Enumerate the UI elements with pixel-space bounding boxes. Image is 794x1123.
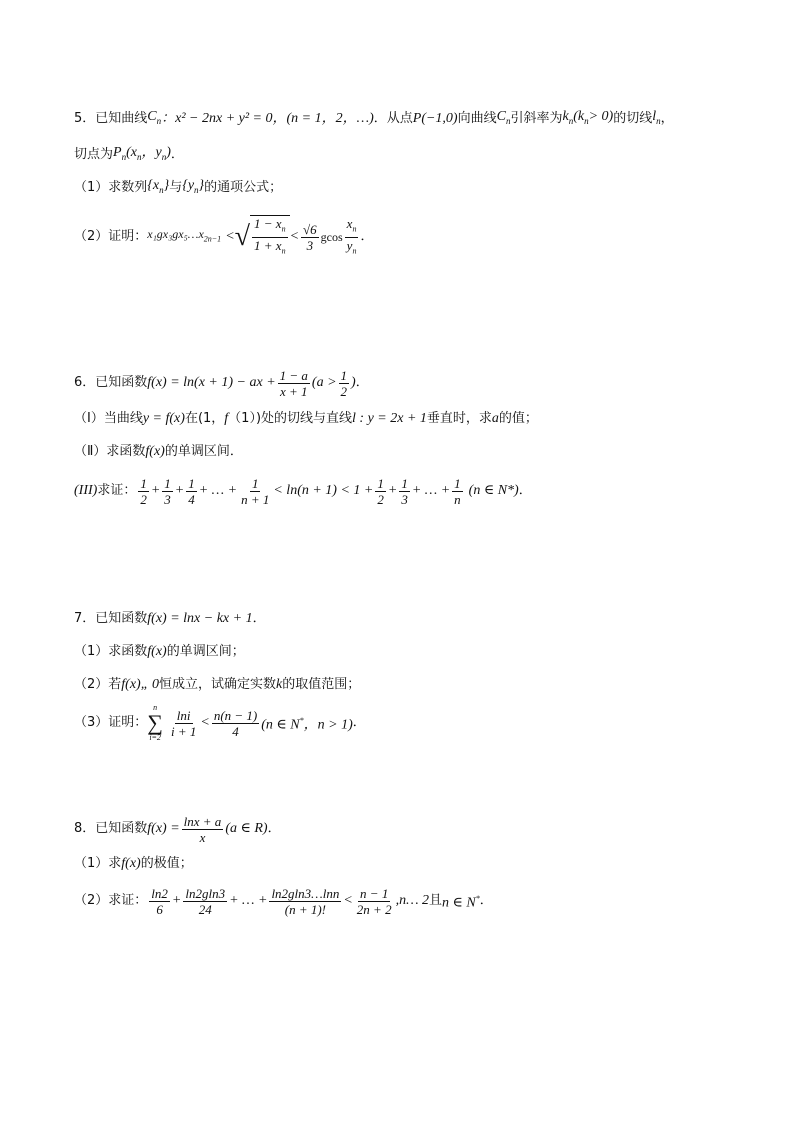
p7-q2-c: 的取值范围； bbox=[282, 677, 361, 692]
p6-dots-2: + … + bbox=[411, 483, 451, 498]
p6-q3-end: ． bbox=[518, 483, 532, 498]
p6-plus-1: + bbox=[150, 483, 161, 498]
p7-stem bbox=[74, 610, 266, 628]
p8-frac-c: $\frac{\ln 2gln3\dots\ln n}{(n + 1)!}$ bbox=[271, 885, 340, 917]
p5-eq: ：x² − 2nx + y² = 0， bbox=[161, 110, 287, 126]
p5-tail2: ， bbox=[660, 110, 674, 126]
p6-q2 bbox=[74, 443, 243, 461]
p5-product: $x_1gx_3gx_5\dots x_{2n-1}$ bbox=[147, 227, 222, 244]
p5-tangent: $l_n$ bbox=[652, 109, 661, 126]
p8-stem bbox=[74, 814, 281, 844]
p8-tail-b: 且 bbox=[429, 893, 443, 908]
p6-q2-label: （Ⅱ）求函数 bbox=[74, 444, 146, 459]
p5-slope: $k_n(k_n> 0)$ bbox=[562, 109, 614, 126]
p5-curve: $C_n$ bbox=[147, 109, 162, 126]
p6-q1-d: （1）)处的切线与直线 bbox=[228, 411, 353, 426]
p6-frac-g2: $\frac{1}{3}$ bbox=[401, 475, 408, 507]
p7-q2-k: k bbox=[276, 677, 283, 692]
p5-lt2: < bbox=[289, 229, 300, 244]
p6-plus-2: + bbox=[174, 483, 185, 498]
p8-cond: (a ∈ R) bbox=[225, 821, 268, 836]
p8-dots: + … + bbox=[229, 893, 268, 908]
p7-q2-b: 恒成立，试确定实数 bbox=[159, 677, 277, 692]
p5-const-frac: $\frac{√6}{3}$ bbox=[303, 221, 317, 253]
p6-q1-curve: y = f(x) bbox=[142, 411, 185, 426]
p8-q1-b: 的极值； bbox=[140, 856, 193, 871]
p8-function: f(x) = bbox=[147, 821, 180, 836]
p6-head: 6．已知函数 bbox=[74, 375, 148, 390]
p5-sqrt-frac: $\frac{1 - x_n}{1 + x_n}$ bbox=[254, 216, 286, 256]
p6-q1-h: 的值； bbox=[498, 411, 538, 426]
p7-sum-frac: $\frac{\ln i}{i + 1}$ bbox=[170, 707, 197, 739]
p8-lt: < bbox=[343, 893, 353, 908]
p5-mid3: 引斜率为 bbox=[510, 110, 563, 126]
p5-line2-a: 切点为 bbox=[74, 146, 114, 162]
p5-q1-mid: 与 bbox=[169, 179, 183, 195]
p7-q2-label: （2）若 bbox=[74, 677, 122, 692]
p6-cond-b: ) bbox=[351, 375, 356, 390]
p7-q2 bbox=[74, 676, 360, 694]
p7-q3-end: ． bbox=[352, 715, 366, 730]
p7-end: ． bbox=[252, 611, 266, 626]
p5-curve-2: $C_n$ bbox=[496, 109, 511, 126]
p6-cond-frac: $\frac{1}{2}$ bbox=[340, 367, 348, 399]
p6-q1 bbox=[74, 410, 538, 428]
p6-q1-line: l : y = 2x + 1 bbox=[352, 411, 427, 426]
p6-frac-last: $\frac{1}{n + 1}$ bbox=[241, 475, 270, 507]
p6-q1-f: f bbox=[224, 411, 229, 426]
p5-sqrt: √ $\frac{1 - x_n}{1 + x_n}$ bbox=[235, 215, 290, 258]
p5-q2-label: （2）证明： bbox=[74, 229, 148, 244]
p7-function: f(x) = lnx − kx + 1 bbox=[147, 611, 253, 626]
p5-lt: < bbox=[225, 229, 235, 244]
p7-q3 bbox=[74, 703, 366, 742]
p5-q2-end: ． bbox=[360, 229, 374, 244]
p5-seq-y: $\{y_n\}$ bbox=[182, 178, 205, 195]
p6-plus-3: + bbox=[387, 483, 398, 498]
p7-q1-label: （1）求函数 bbox=[74, 644, 148, 659]
p6-q1-label: （Ⅰ）当曲线 bbox=[74, 411, 143, 426]
p7-right-frac: $\frac{n(n - 1)}{4}$ bbox=[213, 707, 258, 739]
p6-function: f(x) = ln(x + 1) − ax + bbox=[147, 375, 276, 390]
p5-n-range: (n = 1，2，…) bbox=[286, 110, 374, 126]
p5-point: P(−1,0) bbox=[412, 110, 458, 126]
p6-cond-a: (a > bbox=[311, 375, 337, 390]
p5-line2-end: ． bbox=[170, 146, 184, 162]
p6-mid: < ln(n + 1) < 1 + bbox=[273, 483, 374, 498]
p5-mid2: 向曲线 bbox=[457, 110, 497, 126]
p6-frac-g3: $\frac{1}{n}$ bbox=[454, 475, 461, 507]
p8-q2-label: （2）求证： bbox=[74, 893, 148, 908]
p5-mid: ．从点 bbox=[373, 110, 413, 126]
p5-tangent-point: $P_n(x_n$，$y_n$) bbox=[113, 145, 171, 162]
p8-end: ． bbox=[267, 821, 281, 836]
p6-q2-b: 的单调区间． bbox=[164, 444, 243, 459]
p7-head: 7．已知函数 bbox=[74, 611, 148, 626]
p8-head: 8．已知函数 bbox=[74, 821, 148, 836]
p5-stem-line2 bbox=[74, 144, 184, 166]
p8-q1-f: f(x) bbox=[121, 856, 141, 871]
p6-stem bbox=[74, 368, 369, 398]
p5-q2 bbox=[74, 215, 374, 256]
p5-stem bbox=[74, 108, 674, 130]
p5-cos-frac: $\frac{x_n}{y_n}$ bbox=[346, 215, 357, 256]
p5-q1 bbox=[74, 177, 282, 199]
p7-q2-f: f(x)„ 0 bbox=[121, 677, 159, 692]
p6-q3 bbox=[74, 476, 532, 506]
p6-q2-f: f(x) bbox=[145, 444, 165, 459]
p8-frac-d: $\frac{n - 1}{2n + 2}$ bbox=[356, 885, 392, 917]
p5-seq-x: $\{x_n\}$ bbox=[147, 178, 170, 195]
p8-q1-label: （1）求 bbox=[74, 856, 122, 871]
p7-q1-f: f(x) bbox=[147, 644, 167, 659]
p5-head: 5．已知曲线 bbox=[74, 110, 148, 126]
p6-frac: $\frac{1 - a}{x + 1}$ bbox=[279, 367, 308, 399]
p7-lt: < bbox=[200, 715, 210, 730]
p8-frac: $\frac{\ln x + a}{x}$ bbox=[183, 813, 222, 845]
p5-cos: gcos bbox=[320, 230, 343, 244]
p8-q2 bbox=[74, 886, 493, 916]
p6-q3-b: 求证： bbox=[97, 483, 137, 498]
p8-frac-b: $\frac{\ln 2gln3}{24}$ bbox=[185, 885, 226, 917]
p5-tail: 的切线 bbox=[613, 110, 653, 126]
p6-q1-f2: 垂直时，求 bbox=[426, 411, 492, 426]
p7-q1 bbox=[74, 643, 245, 661]
p6-frac-half: $\frac{1}{2}$ bbox=[140, 475, 147, 507]
p7-q3-label: （3）证明： bbox=[74, 715, 148, 730]
p7-sum: n ∑ i=2 bbox=[147, 703, 163, 742]
p8-q1 bbox=[74, 855, 193, 873]
p5-q1-label: （1）求数列 bbox=[74, 179, 148, 195]
p6-frac-quarter: $\frac{1}{4}$ bbox=[188, 475, 195, 507]
p7-cond: (n ∈ N*，n > 1) bbox=[261, 715, 353, 733]
p7-q1-b: 的单调区间； bbox=[166, 644, 245, 659]
p6-tail: (n ∈ N*) bbox=[468, 483, 519, 498]
p8-tail-c: n ∈ N* bbox=[442, 893, 480, 911]
p6-q3-label: (III) bbox=[74, 483, 98, 498]
p6-q1-a: a bbox=[491, 411, 499, 426]
p6-q1-b: 在(1， bbox=[184, 411, 225, 426]
p8-q2-end: ． bbox=[479, 893, 493, 908]
p8-frac-a: $\frac{\ln 2}{6}$ bbox=[151, 885, 168, 917]
p8-tail: ,n… 2 bbox=[395, 893, 430, 908]
p6-dots: + … + bbox=[198, 483, 238, 498]
p5-q1-end: 的通项公式； bbox=[204, 179, 283, 195]
p6-frac-g1: $\frac{1}{2}$ bbox=[377, 475, 384, 507]
p6-end: ． bbox=[355, 375, 369, 390]
p8-plus: + bbox=[171, 893, 182, 908]
p6-frac-third: $\frac{1}{3}$ bbox=[164, 475, 171, 507]
